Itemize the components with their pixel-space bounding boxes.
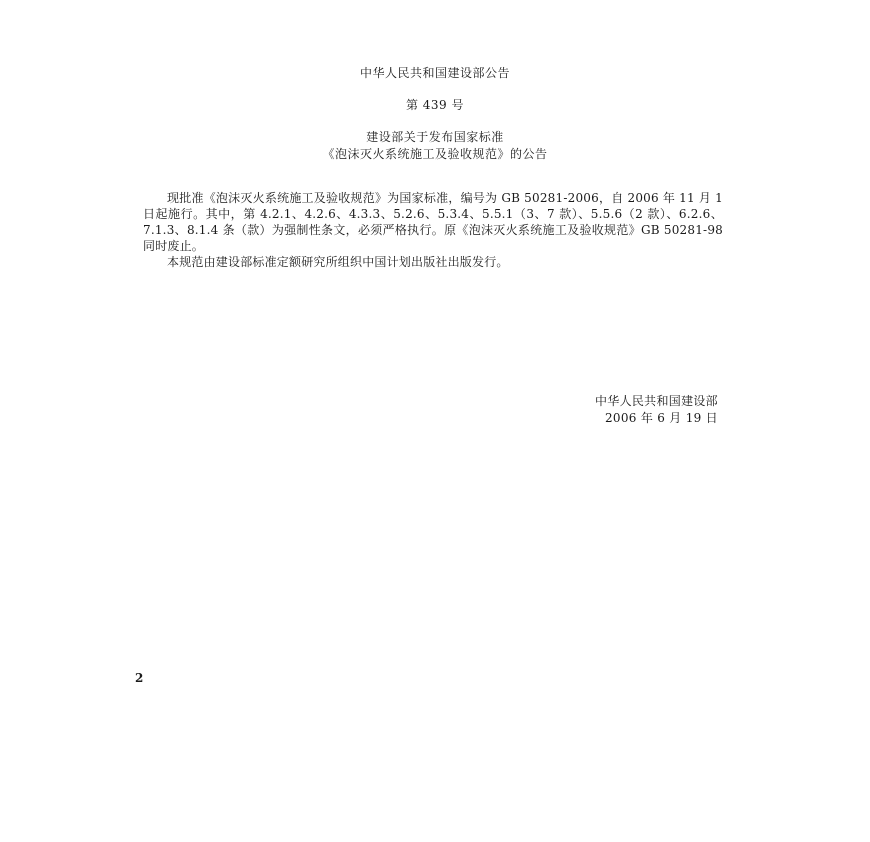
signature-date: 2006 年 6 月 19 日 (604, 411, 718, 425)
announcement-number: 第 439 号 (405, 98, 465, 112)
page-number: 2 (135, 671, 144, 685)
body-paragraph-1: 现批准《泡沫灭火系统施工及验收规范》为国家标准，编号为 GB 50281-2006，自 2006 年 11 月 1 日起施行。其中，第 4.2.1、4.2.6、4.3.3、5.2.6、5.3.4、5.5.1（3、7 款）、5.5.6（2 款）、6.2.6、7.1.3、8.1.4 条（款）为强制性条文，必须严格执行。原《泡沫灭火系统施工及验收规范》GB 50281-98 同时废止。 (143, 191, 723, 253)
announcement-issuer: 中华人民共和国建设部公告 (359, 66, 510, 80)
announcement-body (143, 190, 723, 270)
announcement-title-line2: 《泡沫灭火系统施工及验收规范》的公告 (322, 147, 548, 161)
body-paragraph-2: 本规范由建设部标准定额研究所组织中国计划出版社出版发行。 (167, 255, 509, 269)
signature-organization: 中华人民共和国建设部 (594, 394, 718, 408)
announcement-title-line1: 建设部关于发布国家标准 (366, 130, 504, 144)
